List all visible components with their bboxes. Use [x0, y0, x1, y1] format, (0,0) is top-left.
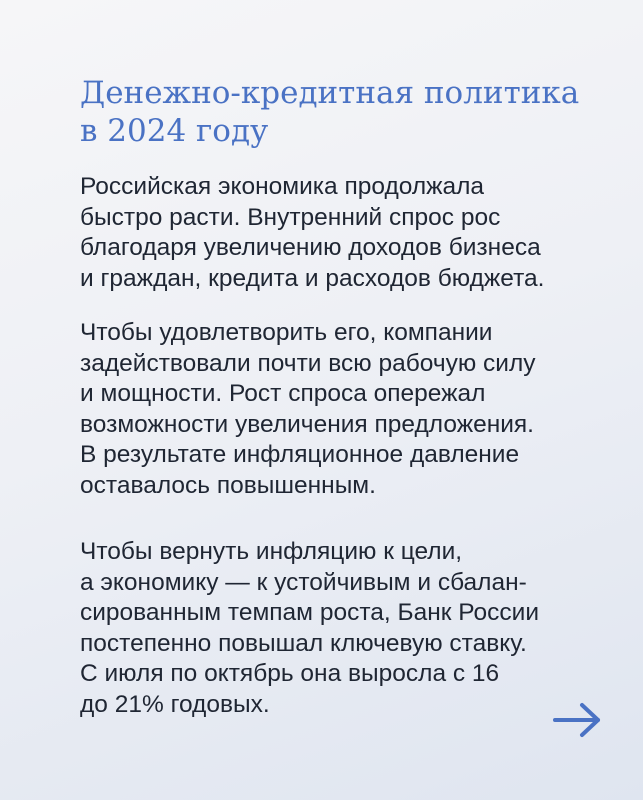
text-line: оставалось повышенным.: [80, 471, 376, 499]
text-line: а экономику — к устойчивым и сбалан-: [80, 568, 527, 596]
text-line: и мощности. Рост спроса опережал: [80, 380, 486, 407]
text-line: Российская экономика продолжала: [80, 173, 485, 200]
text-line: С июля по октябрь она выросла с 16: [80, 660, 500, 687]
paragraph-inflation-pressure: [80, 318, 610, 501]
text-line: постепенно повышал ключевую ставку.: [80, 629, 527, 657]
text-line: сированным темпам роста, Банк России: [80, 599, 540, 626]
arrow-right-icon: [552, 700, 604, 740]
next-slide-button[interactable]: [552, 700, 604, 740]
paragraph-economy-growth: [80, 172, 610, 294]
text-line: и граждан, кредита и расходов бюджета.: [80, 264, 545, 292]
text-line: до 21% годовых.: [80, 690, 270, 718]
text-line: задействовали почти всю рабочую силу: [80, 349, 536, 377]
text-line: благодаря увеличению доходов бизнеса: [80, 234, 541, 261]
text-line: Чтобы вернуть инфляцию к цели,: [80, 538, 463, 565]
page-title: [80, 74, 620, 150]
text-line: быстро расти. Внутренний спрос рос: [80, 203, 501, 231]
text-line: В результате инфляционное давление: [80, 441, 520, 468]
paragraph-key-rate: [80, 537, 610, 720]
title-line: Денежно-кредитная политика: [80, 75, 580, 111]
text-line: возможности увеличения предложения.: [80, 410, 534, 438]
title-line: в 2024 году: [80, 113, 269, 149]
text-line: Чтобы удовлетворить его, компании: [80, 319, 493, 346]
